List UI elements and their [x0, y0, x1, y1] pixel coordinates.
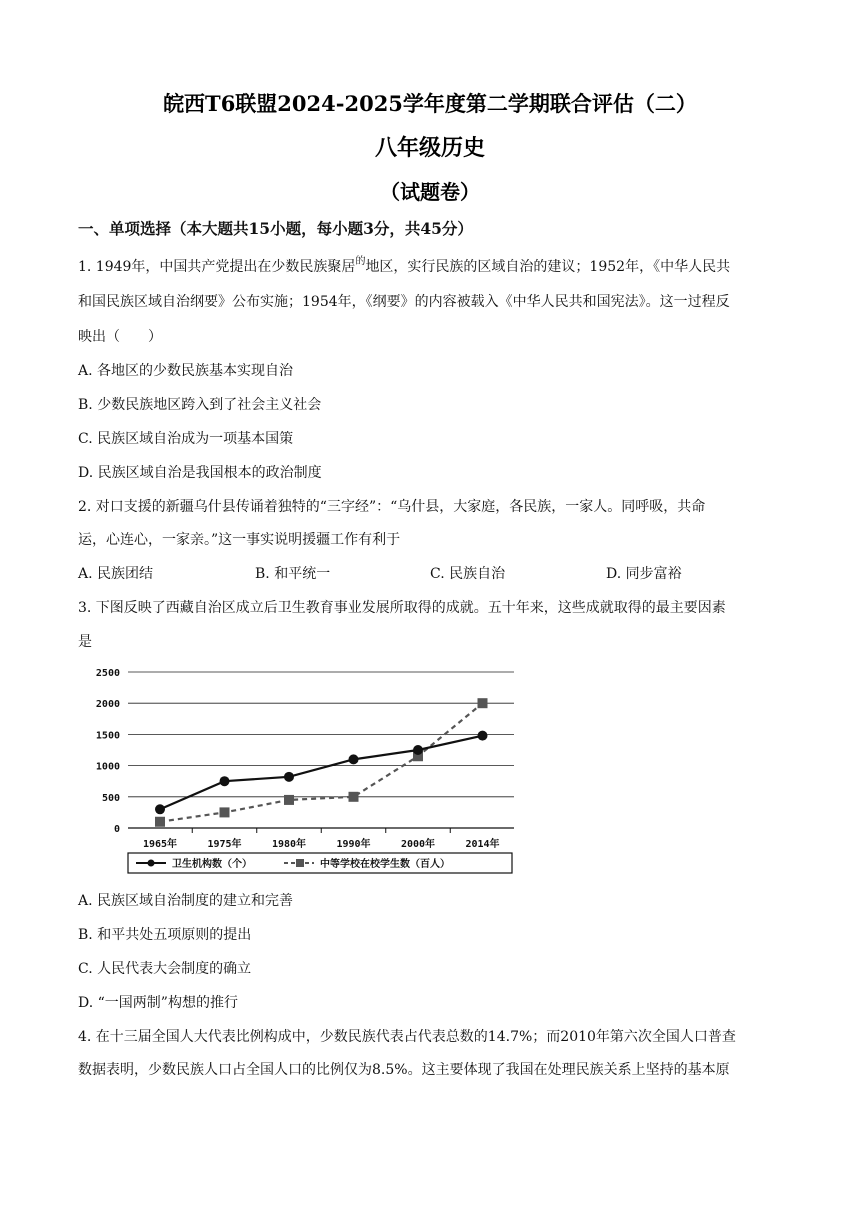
y-tick-label: 1000 [95, 761, 120, 773]
legend-marker-students [296, 859, 304, 867]
chart-axes [128, 828, 514, 833]
chart-legend [128, 853, 512, 873]
paper-label: （试题卷） [380, 180, 480, 204]
q2-option-c: C. 民族自治 [430, 566, 506, 582]
q3-line-2: 是 [78, 634, 92, 650]
x-tick-label: 1975年 [207, 839, 242, 850]
q2-option-d: D. 同步富裕 [606, 566, 682, 582]
q1-sup: 的 [355, 256, 366, 267]
q1-option-d: D. 民族区域自治是我国根本的政治制度 [78, 465, 322, 481]
q3-option-c: C. 人民代表大会制度的确立 [78, 961, 252, 977]
q1-line-2: 和国民族区域自治纲要》公布实施；1954年，《纲要》的内容被载入《中华人民共和国宪法》。这一过程反 [78, 294, 730, 310]
line-chart [78, 658, 528, 886]
q3-option-a: A. 民族区域自治制度的建立和完善 [78, 893, 294, 909]
data-point-students [220, 807, 230, 817]
data-point-students [478, 698, 488, 708]
x-tick-label: 2014年 [465, 839, 500, 850]
q2-line-2: 运，心连心，一家亲。”这一事实说明援疆工作有利于 [78, 532, 401, 548]
q1-text-a: 1. 1949年，中国共产党提出在少数民族聚居 [78, 259, 356, 275]
y-tick-label: 0 [113, 824, 120, 835]
x-tick-label: 1980年 [271, 839, 307, 850]
data-point-health [220, 776, 230, 786]
q2-option-b: B. 和平统一 [255, 566, 331, 582]
q2-line-1: 2. 对口支援的新疆乌什县传诵着独特的“三字经”：“乌什县，大家庭，各民族，一家人。同呼吸，共命 [78, 499, 706, 515]
q3-option-b: B. 和平共处五项原则的提出 [78, 927, 252, 943]
legend-label-students: 中等学校在校学生数（百人） [320, 859, 450, 870]
q1-line-3: 映出（ ） [78, 329, 162, 345]
q4-line-2: 数据表明，少数民族人口占全国人口的比例仅为8.5%。这主要体现了我国在处理民族关系上坚持的基本原 [78, 1062, 730, 1078]
q3-option-d: D. “一国两制”构想的推行 [78, 995, 238, 1011]
data-point-health [284, 772, 294, 782]
legend-label-health: 卫生机构数（个） [172, 859, 252, 870]
data-point-health [155, 804, 165, 814]
data-point-health [478, 731, 488, 741]
data-point-students [349, 792, 359, 802]
y-tick-label: 1500 [95, 730, 120, 742]
q1-line-1 [78, 257, 730, 279]
chart-series [155, 698, 488, 827]
q4-line-1: 4. 在十三届全国人大代表比例构成中，少数民族代表占代表总数的14.7%；而2010年第六次全国人口普查 [78, 1029, 736, 1045]
q2-option-a: A. 民族团结 [78, 566, 154, 582]
exam-title: 皖西T6联盟2024-2025学年度第二学期联合评估（二） [163, 91, 697, 116]
data-point-students [155, 817, 165, 827]
q1-option-a: A. 各地区的少数民族基本实现自治 [78, 363, 294, 379]
grade-subject-title: 八年级历史 [374, 135, 485, 161]
x-tick-label: 2000年 [400, 839, 436, 850]
x-tick-label: 1965年 [142, 839, 178, 850]
section-heading: 一、单项选择（本大题共15小题，每小题3分，共45分） [78, 219, 473, 238]
data-point-students [284, 795, 294, 805]
series-line-students [160, 703, 483, 822]
legend-marker-health [148, 860, 155, 867]
y-tick-label: 2500 [95, 668, 120, 679]
q1-option-c: C. 民族区域自治成为一项基本国策 [78, 431, 294, 447]
y-tick-label: 500 [101, 792, 120, 804]
y-tick-label: 2000 [95, 699, 120, 711]
q3-line-1: 3. 下图反映了西藏自治区成立后卫生教育事业发展所取得的成就。五十年来，这些成就取得的最主要因素 [78, 600, 726, 616]
chart-gridlines [128, 672, 514, 797]
x-tick-label: 1990年 [336, 839, 371, 850]
data-point-health [349, 754, 359, 764]
q1-text-b: 地区，实行民族的区域自治的建议；1952年，《中华人民共 [365, 259, 731, 275]
data-point-health [413, 745, 423, 755]
q1-option-b: B. 少数民族地区跨入到了社会主义社会 [78, 397, 322, 413]
